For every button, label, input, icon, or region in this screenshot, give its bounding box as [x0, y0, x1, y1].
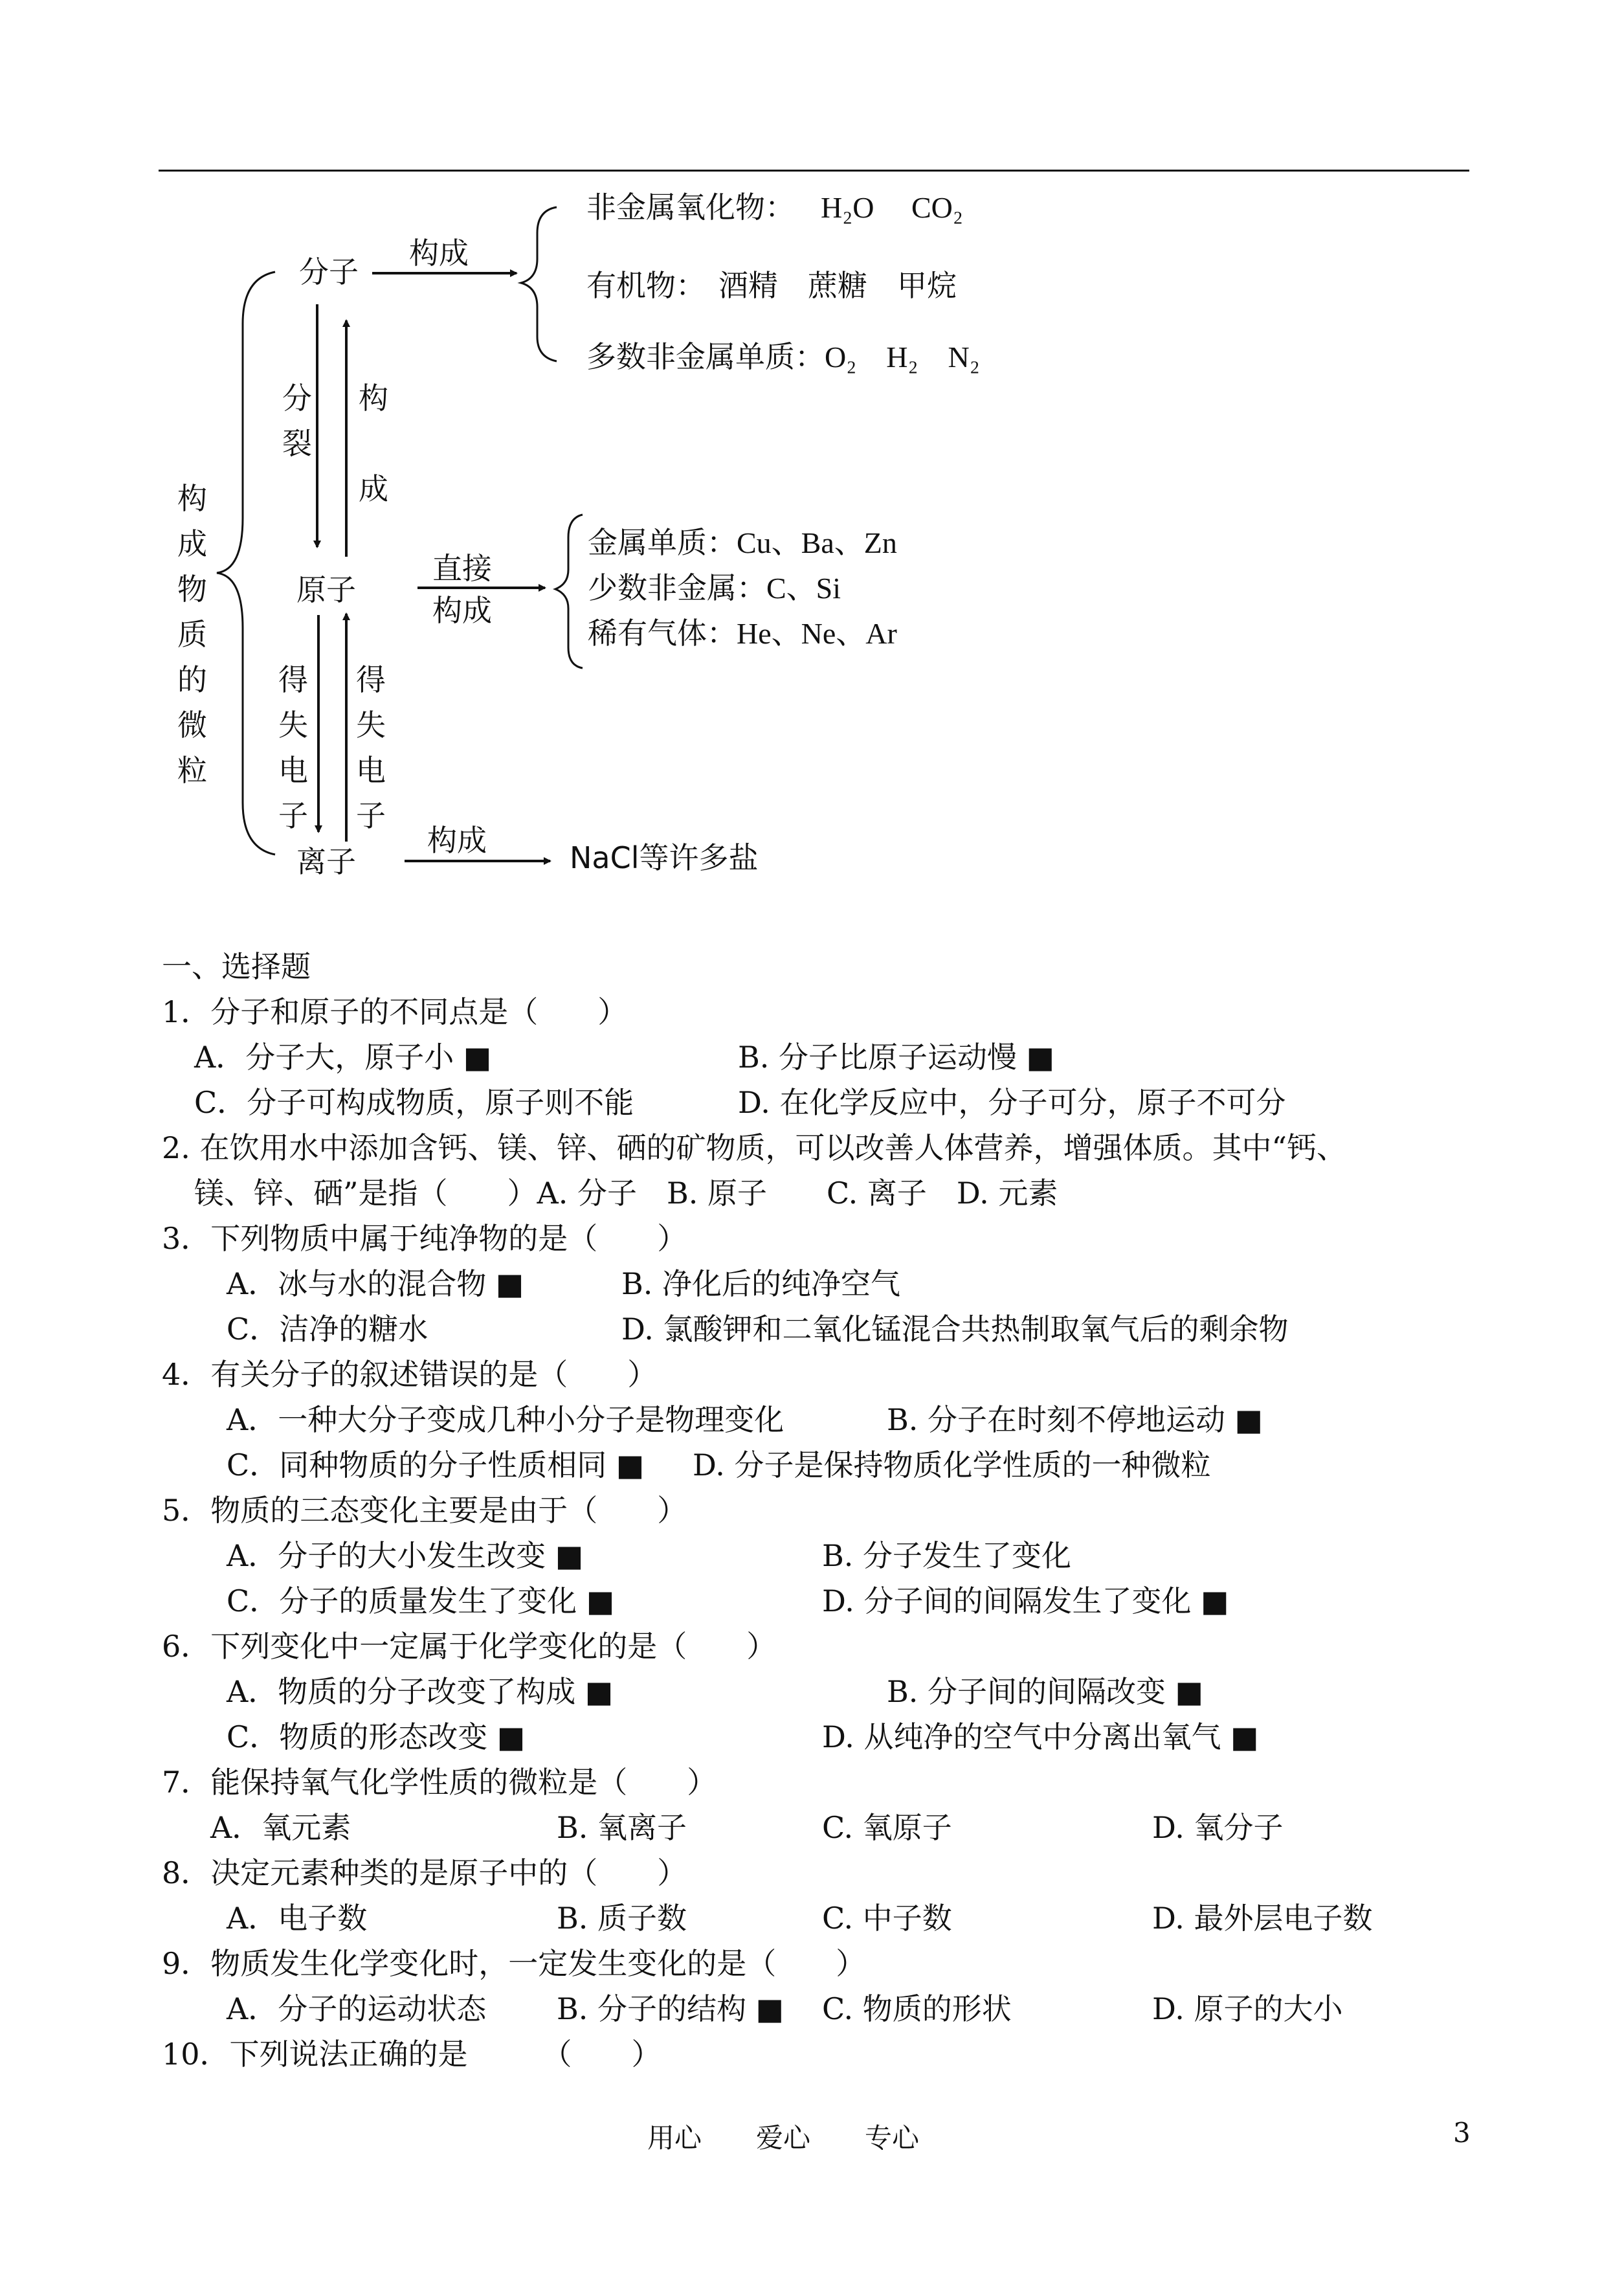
q1-option-d: D. 在化学反应中，分子可分，原子不可分: [738, 1085, 1286, 1120]
atom-node: 原子: [296, 572, 356, 607]
root-label: 构成物质的微粒: [177, 481, 207, 788]
q10-stem: 10．下列说法正确的是 （ ）: [162, 2037, 662, 2072]
atom-arrow-label-1: 直接: [432, 551, 492, 586]
split-label: 分裂: [282, 381, 312, 461]
atom-item-2: [588, 570, 841, 605]
atom-item-label: 金属单质：: [588, 525, 737, 560]
atom-item-1: [588, 525, 897, 560]
atom-item-formulas: He、Ne、Ar: [737, 617, 897, 650]
q9-option-d: D. 原子的大小: [1152, 1991, 1343, 2026]
q6-option-d: D. 从纯净的空气中分离出氧气 ■: [822, 1719, 1259, 1754]
gain-lose-label-right: 得失电子: [356, 662, 386, 833]
q1-option-b: B. 分子比原子运动慢 ■: [738, 1040, 1055, 1075]
q7-option-c: C. 氧原子: [822, 1810, 952, 1845]
atom-item-label: 稀有气体：: [588, 616, 737, 651]
atom-item-formulas: Cu、Ba、Zn: [737, 526, 897, 559]
atom-arrow-label-2: 构成: [432, 593, 492, 628]
q6-option-c: C．物质的形态改变 ■: [227, 1719, 526, 1754]
q8-option-c: C. 中子数: [822, 1901, 952, 1936]
root-brace: [217, 272, 275, 855]
q9-option-a: A．分子的运动状态: [227, 1991, 487, 2026]
q3-option-d: D. 氯酸钾和二氧化锰混合共热制取氧气后的剩余物: [621, 1312, 1289, 1347]
mol-item-label: 多数非金属单质：: [586, 339, 825, 374]
q7-option-b: B. 氧离子: [557, 1810, 687, 1845]
q3-option-b: B. 净化后的纯净空气: [621, 1266, 901, 1301]
gain-lose-label-left: 得失电子: [278, 662, 308, 833]
atom-item-label: 少数非金属：: [588, 570, 766, 605]
q8-option-d: D. 最外层电子数: [1152, 1901, 1373, 1936]
mol-item-1: [586, 192, 963, 223]
q9-option-c: C. 物质的形状: [822, 1991, 1012, 2026]
ion-arrow-label: 构成: [427, 823, 487, 858]
q3-stem: 3．下列物质中属于纯净物的是（ ）: [162, 1221, 687, 1256]
ion-result: NaCl等许多盐: [570, 840, 759, 875]
q1-option-a: A．分子大，原子小 ■: [194, 1040, 492, 1075]
molecule-node: 分子: [299, 254, 359, 289]
mol-item-formulas: O₂ H₂ N₂: [825, 341, 980, 374]
atom-brace: [555, 515, 583, 668]
q3-option-c: C．洁净的糖水: [227, 1312, 428, 1347]
compose-label: 构成: [359, 381, 388, 506]
mol-item-2: [586, 268, 957, 303]
mol-item-3: [586, 339, 980, 374]
q6-option-a: A．物质的分子改变了构成 ■: [227, 1674, 614, 1709]
q8-option-a: A．电子数: [227, 1901, 368, 1936]
q5-stem: 5．物质的三态变化主要是由于（ ）: [162, 1493, 687, 1528]
q7-option-d: D. 氧分子: [1152, 1810, 1284, 1845]
q2-stem-line1: 2. 在饮用水中添加含钙、镁、锌、硒的矿物质，可以改善人体营养，增强体质。其中“钙、: [162, 1130, 1347, 1165]
diagram-lines: [0, 0, 1624, 906]
q9-stem: 9．物质发生化学变化时，一定发生变化的是（ ）: [162, 1946, 866, 1981]
footer-motto: 用心 爱心 专心: [647, 2122, 920, 2154]
mol-item-label: 非金属氧化物：: [586, 190, 795, 225]
q3-option-a: A．冰与水的混合物 ■: [227, 1266, 524, 1301]
q5-option-a: A．分子的大小发生改变 ■: [227, 1538, 584, 1573]
q8-stem: 8．决定元素种类的是原子中的（ ）: [162, 1855, 687, 1890]
atom-item-3: [588, 618, 897, 649]
mol-brace: [521, 207, 557, 361]
q4-stem: 4．有关分子的叙述错误的是（ ）: [162, 1357, 658, 1392]
q1-option-c: C．分子可构成物质，原子则不能: [194, 1085, 634, 1120]
q7-stem: 7．能保持氧气化学性质的微粒是（ ）: [162, 1765, 717, 1800]
section-title: 一、选择题: [162, 949, 311, 984]
mol-item-formulas: 酒精 蔗糖 甲烷: [718, 268, 957, 303]
q9-option-b: B. 分子的结构 ■: [557, 1991, 784, 2026]
q5-option-b: B. 分子发生了变化: [822, 1538, 1072, 1573]
q6-stem: 6．下列变化中一定属于化学变化的是（ ）: [162, 1629, 777, 1664]
page-number: 3: [1453, 2117, 1471, 2149]
q5-option-c: C．分子的质量发生了变化 ■: [227, 1583, 615, 1618]
mol-item-label: 有机物：: [586, 268, 706, 303]
q4-option-b: B. 分子在时刻不停地运动 ■: [887, 1402, 1263, 1437]
q5-option-d: D. 分子间的间隔发生了变化 ■: [822, 1583, 1229, 1618]
ion-node: 离子: [296, 844, 356, 879]
q7-option-a: A．氧元素: [210, 1810, 351, 1845]
q2-stem-line2: 镁、锌、硒”是指（ ）A. 分子 B. 原子 C. 离子 D. 元素: [194, 1176, 1058, 1211]
q6-option-b: B. 分子间的间隔改变 ■: [887, 1674, 1204, 1709]
mol-item-formulas: H₂O CO₂: [821, 191, 963, 224]
mol-arrow-label: 构成: [409, 236, 469, 271]
q1-stem: 1．分子和原子的不同点是（ ）: [162, 994, 628, 1029]
q4-option-d: D. 分子是保持物质化学性质的一种微粒: [693, 1448, 1211, 1482]
atom-item-formulas: C、Si: [766, 572, 841, 605]
q4-option-c: C．同种物质的分子性质相同 ■: [227, 1448, 645, 1482]
q8-option-b: B. 质子数: [557, 1901, 687, 1936]
q4-option-a: A．一种大分子变成几种小分子是物理变化: [227, 1402, 784, 1437]
